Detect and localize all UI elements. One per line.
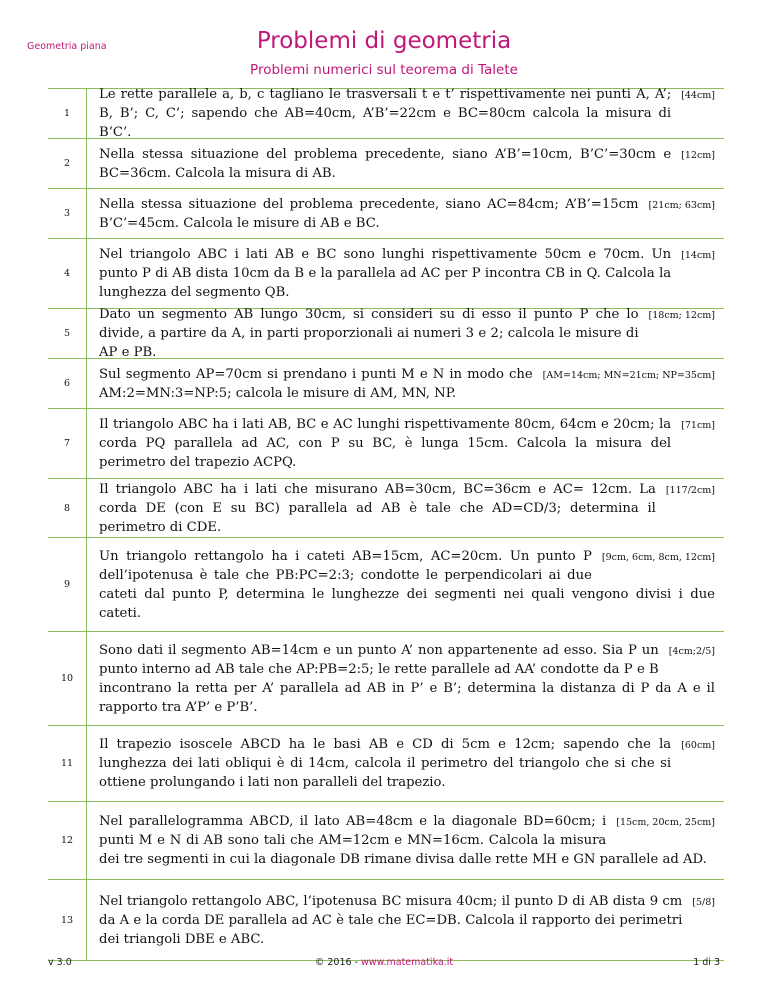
problem-answer: [4cm;2/5]: [668, 645, 715, 657]
problem-answer: [21cm; 63cm]: [648, 199, 715, 211]
problem-row: [48, 189, 724, 239]
problem-text: Le rette parallele a, b, c tagliano le trasversali t e t’ rispettivamente nei punti A, A’; B, B’; C, C’; sapendo che AB=40cm, A’B’=22cm e BC=80cm calcola la misura di B’C’.: [99, 87, 672, 140]
problem-number: 6: [48, 359, 87, 408]
problem-answer: [117/2cm]: [665, 484, 715, 496]
problem-number: 13: [48, 880, 87, 960]
section-label: Geometria piana: [27, 41, 107, 52]
problem-row: [48, 880, 724, 960]
problem-table: [48, 88, 724, 961]
problem-answer: [71cm]: [681, 420, 715, 431]
problem-answer: [44cm]: [681, 90, 715, 101]
problem-text: Nel parallelogramma ABCD, il lato AB=48cm e la diagonale BD=60cm; i punti M e N di AB sono tali che AM=12cm e MN=16cm. Calcola la misura dei tre segmenti in cui la diagonale DB rimane divisa dalle rette MH e GN parallele ad AD.: [99, 814, 707, 867]
problem-number: 4: [48, 239, 87, 308]
problem-row: [48, 726, 724, 802]
problem-number: 9: [48, 538, 87, 631]
problem-text: Sono dati il segmento AB=14cm e un punto A’ non appartenente ad esso. Sia P un punto interno ad AB tale che AP:PB=2:5; le rette parallele ad AA’ condotte da P e B incontrano la retta per A’ parallela ad AB in P’ e B’; determina la distanza di P da A e il rapporto tra A’P’ e P’B’.: [99, 642, 715, 715]
version-label: v 3.0: [48, 957, 72, 968]
problem-answer: [AM=14cm; MN=21cm; NP=35cm]: [542, 369, 715, 381]
problem-text: Il trapezio isoscele ABCD ha le basi AB e CD di 5cm e 12cm; sapendo che la lunghezza dei lati obliqui è di 14cm, calcola il perimetro del triangolo che si che si ottiene prolungando i lati non paralleli del trapezio.: [99, 737, 672, 790]
problem-row: [48, 479, 724, 538]
problem-row: [48, 409, 724, 479]
problem-text: Sul segmento AP=70cm si prendano i punti M e N in modo che AM:2=MN:3=NP:5; calcola le misure di AM, MN, NP.: [99, 366, 533, 401]
problem-row: [48, 89, 724, 139]
problem-row: [48, 632, 724, 726]
problem-row: [48, 538, 724, 632]
copyright: [0, 957, 768, 968]
problem-answer: [5/8]: [692, 896, 715, 908]
problem-text: Nella stessa situazione del problema precedente, siano A’B’=10cm, B’C’=30cm e BC=36cm. Calcola la misura di AB.: [99, 146, 672, 181]
copyright-text: © 2016 -: [314, 957, 362, 968]
problem-row: [48, 309, 724, 359]
problem-row: [48, 239, 724, 309]
page-subtitle: Problemi numerici sul teorema di Talete: [250, 62, 518, 78]
problem-answer: [60cm]: [681, 740, 715, 751]
problem-number: 8: [48, 479, 87, 537]
problem-row: [48, 802, 724, 880]
problem-row: [48, 359, 724, 409]
problem-number: 2: [48, 139, 87, 188]
problem-number: 11: [48, 726, 87, 801]
problem-text: Nel triangolo ABC i lati AB e BC sono lunghi rispettivamente 50cm e 70cm. Un punto P di AB dista 10cm da B e la parallela ad AC per P incontra CB in Q. Calcola la lunghezza del segmento QB.: [99, 247, 672, 300]
problem-number: 5: [48, 309, 87, 358]
problem-number: 12: [48, 802, 87, 879]
problem-answer: [14cm]: [681, 250, 715, 261]
problem-text: Nella stessa situazione del problema precedente, siano AC=84cm; A’B’=15cm B’C’=45cm. Calcola le misure di AB e BC.: [99, 196, 639, 231]
problem-answer: [15cm, 20cm, 25cm]: [616, 817, 715, 828]
problem-row: [48, 139, 724, 189]
page-number: 1 di 3: [693, 957, 720, 968]
problem-number: 10: [48, 632, 87, 725]
problem-number: 7: [48, 409, 87, 478]
problem-text: Il triangolo ABC ha i lati che misurano AB=30cm, BC=36cm e AC= 12cm. La corda DE (con E su BC) parallela ad AB è tale che AD=CD/3; determina il perimetro di CDE.: [99, 481, 656, 535]
problem-number: 1: [48, 89, 87, 138]
site-link[interactable]: www.matematika.it: [361, 957, 454, 968]
problem-text: Dato un segmento AB lungo 30cm, si consideri su di esso il punto P che lo divide, a partire da A, in parti proporzionali ai numeri 3 e 2; calcola le misure di AP e PB.: [99, 307, 639, 360]
problem-answer: [18cm; 12cm]: [648, 310, 715, 321]
problem-text: Nel triangolo rettangolo ABC, l’ipotenusa BC misura 40cm; il punto D di AB dista 9 cm da A e la corda DE parallela ad AC è tale che EC=DB. Calcola il rapporto dei perimetri dei triangoli DBE e ABC.: [99, 893, 683, 947]
page-title: Problemi di geometria: [256, 28, 512, 54]
problem-text: Il triangolo ABC ha i lati AB, BC e AC lunghi rispettivamente 80cm, 64cm e 20cm; la corda PQ parallela ad AC, con P su BC, è lunga 15cm. Calcola la misura del perimetro del trapezio ACPQ.: [99, 417, 672, 470]
problem-answer: [9cm, 6cm, 8cm, 12cm]: [601, 551, 715, 563]
problem-number: 3: [48, 189, 87, 238]
problem-answer: [12cm]: [681, 149, 715, 161]
problem-text: Un triangolo rettangolo ha i cateti AB=15cm, AC=20cm. Un punto P dell’ipotenusa è tale che PB:PC=2:3; condotte le perpendicolari ai due cateti dal punto P, determina le lunghezze dei segmenti nei quali vengono divisi i due cateti.: [99, 548, 715, 621]
